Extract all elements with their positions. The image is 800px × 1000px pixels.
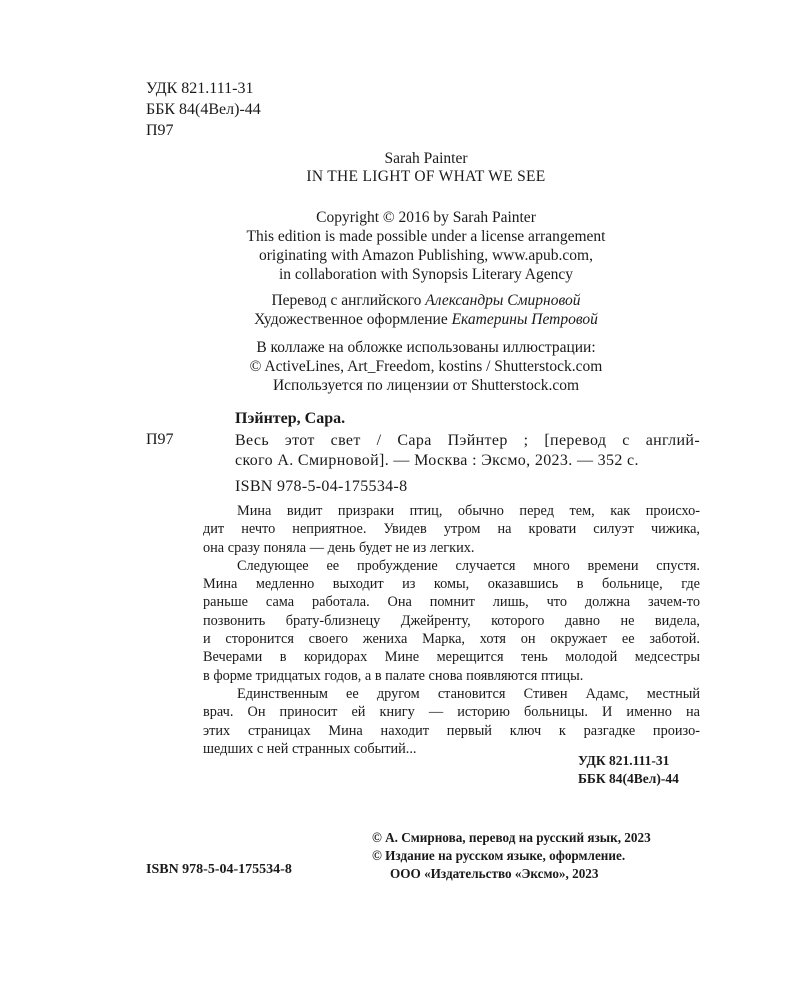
- bbk-code: ББК 84(4Вел)-44: [146, 101, 261, 118]
- original-author: Sarah Painter: [384, 150, 468, 167]
- copyright-block: [170, 208, 682, 284]
- designer-name: Екатерины Петровой: [451, 311, 598, 328]
- credits-block: [170, 291, 682, 329]
- bibliography-line: ского А. Смирновой]. — Москва : Эксмо, 2023. — 352 с.: [235, 452, 639, 469]
- bibliography-record: [235, 431, 700, 471]
- design-credit: [170, 310, 682, 329]
- copyright-line: originating with Amazon Publishing, www.apub.com,: [259, 247, 593, 264]
- classification-codes: [146, 78, 261, 141]
- annotation-line: Вечерами в коридорах Мине мерещится тень молодой медсестры: [203, 649, 700, 666]
- russian-copyright: [372, 829, 651, 883]
- original-title: IN THE LIGHT OF WHAT WE SEE: [306, 168, 546, 185]
- copyright-line: Copyright © 2016 by Sarah Painter: [316, 209, 536, 226]
- translation-credit: [170, 291, 682, 310]
- copyright-line: This edition is made possible under a license arrangement: [246, 228, 606, 245]
- annotation-line: и сторонится своего жениха Марка, хотя он окружает ее заботой.: [203, 631, 700, 648]
- annotation-line: раньше сама работала. Она помнит лишь, что должна зачем-то: [203, 594, 700, 611]
- bibliography-line: Весь этот свет / Сара Пэйнтер ; [перевод с англий-: [235, 432, 700, 449]
- isbn-main: ISBN 978-5-04-175534-8: [235, 478, 408, 495]
- translation-prefix: Перевод с английского: [271, 292, 426, 309]
- bottom-classification-codes: [578, 752, 679, 788]
- bottom-bbk-code: ББК 84(4Вел)-44: [578, 771, 679, 786]
- annotation-line: она сразу поняла — день будет не из легких.: [203, 539, 475, 556]
- copyright-line: in collaboration with Synopsis Literary Agency: [278, 266, 573, 283]
- design-prefix: Художественное оформление: [254, 311, 452, 328]
- copyright-ru-line: ООО «Издательство «Эксмо», 2023: [390, 866, 599, 881]
- collage-line: © ActiveLines, Art_Freedom, kostins / Shutterstock.com: [249, 358, 603, 375]
- annotation-line: Мина видит призраки птиц, обычно перед тем, как происхо-: [237, 503, 700, 519]
- collage-credits: [170, 338, 682, 395]
- copyright-ru-line: © А. Смирнова, перевод на русский язык, 2023: [372, 830, 651, 845]
- annotation-line: шедших с ней странных событий...: [203, 740, 417, 757]
- annotation-line: позвонить брату-близнецу Джейренту, которого давно не видела,: [203, 612, 700, 629]
- copyright-ru-line: © Издание на русском языке, оформление.: [372, 848, 626, 863]
- collage-line: В коллаже на обложке использованы иллюстрации:: [256, 339, 596, 356]
- isbn-bottom: ISBN 978-5-04-175534-8: [146, 862, 292, 877]
- annotation: [203, 502, 700, 758]
- translator-name: Александры Смирновой: [425, 292, 581, 309]
- annotation-line: в форме тридцатых годов, а в палате снова появляются птицы.: [203, 667, 584, 684]
- annotation-line: дит нечто неприятное. Увидев утром на кровати силуэт чижика,: [203, 521, 700, 538]
- annotation-line: Мина медленно выходит из комы, оказавшись в больнице, где: [203, 576, 700, 593]
- collage-line: Используется по лицензии от Shutterstock.com: [272, 377, 580, 394]
- author-mark: П97: [146, 122, 174, 139]
- annotation-line: Единственным ее другом становится Стивен Адамс, местный: [237, 685, 700, 702]
- bibliography-author: Пэйнтер, Сара.: [235, 410, 346, 427]
- annotation-line: этих страницах Мина находит первый ключ к разгадке произо-: [203, 722, 700, 739]
- annotation-line: Следующее ее пробуждение случается много времени спустя.: [237, 557, 700, 574]
- bibliography-side-mark: П97: [146, 431, 174, 448]
- bottom-udk-code: УДК 821.111-31: [578, 753, 670, 768]
- annotation-line: врач. Он приносит ей книгу — историю больницы. И именно на: [203, 704, 700, 721]
- udk-code: УДК 821.111-31: [146, 80, 254, 97]
